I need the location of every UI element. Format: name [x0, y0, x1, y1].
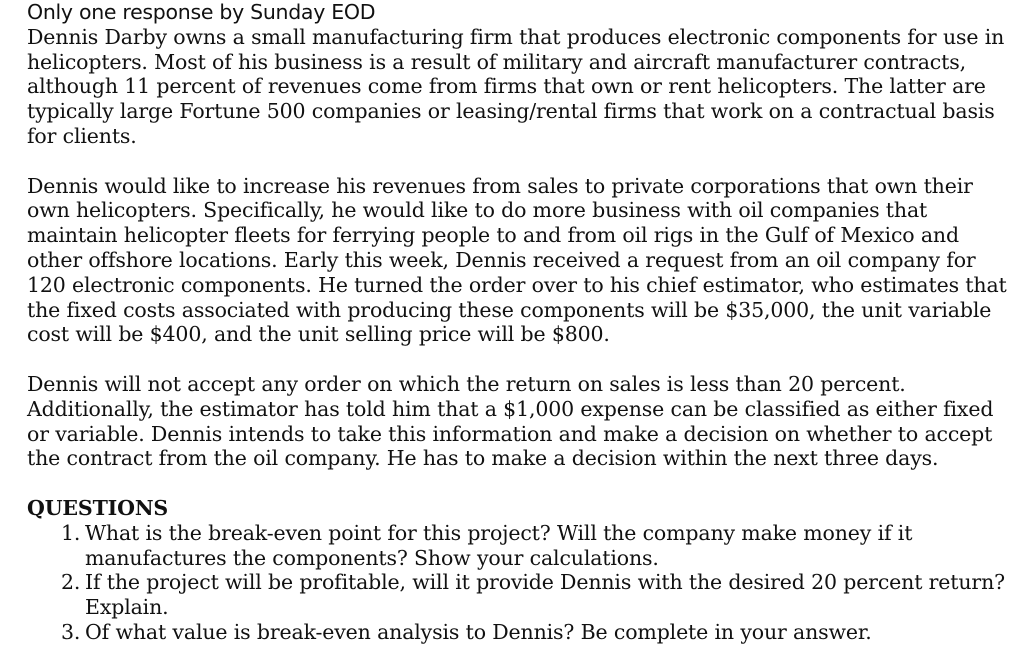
- question-number: 3.: [61, 619, 81, 644]
- questions-heading: QUESTIONS: [27, 495, 169, 520]
- question-number: 2.: [61, 570, 81, 595]
- question-text: What is the break-even point for this project? Will the company make money if it manufactures the components? Show your calculations.: [85, 520, 913, 570]
- question-text: Of what value is break-even analysis to Dennis? Be complete in your answer.: [85, 619, 872, 644]
- paragraph-spacer: [27, 347, 1017, 372]
- paragraph-intro: Dennis Darby owns a small manufacturing firm that produces electronic components for use in helicopters. Most of his business is a result of military and aircraft manufacturer contracts, although 11 percent of revenues come from firms that own or rent helicopters. The latter are typically large Fortune 500 companies or leasing/rental firms that work on a contractual basis for clients.: [27, 24, 1005, 148]
- question-item: [61, 619, 1017, 645]
- paragraph-spacer: [27, 149, 1017, 174]
- question-number: 1.: [61, 520, 81, 545]
- document-body: [27, 0, 1017, 645]
- question-text: If the project will be profitable, will it provide Dennis with the desired 20 percent return? Explain.: [85, 570, 1005, 620]
- deadline-note: Only one response by Sunday EOD: [27, 0, 376, 24]
- question-item: [61, 520, 1017, 571]
- question-item: [61, 570, 1017, 620]
- paragraph-request: Dennis would like to increase his revenues from sales to private corporations that own their own helicopters. Specifically, he would like to do more business with oil companies that maintain helicopter fleets for ferrying people to and from oil rigs in the Gulf of Mexico and other offshore locations. Early this week, Dennis received a request from an oil company for 120 electronic components. He turned the order over to his chief estimator, who estimates that the fixed costs associated with producing these components will be $35,000, the unit variable cost will be $400, and the unit selling price will be $800.: [27, 173, 1007, 347]
- paragraph-spacer: [27, 471, 1017, 496]
- questions-list: [27, 521, 1017, 645]
- paragraph-decision: Dennis will not accept any order on which the return on sales is less than 20 percent. Additionally, the estimator has told him that a $1,000 expense can be classified as either fixed or variable. Dennis intends to take this information and make a decision on whether to accept the contract from the oil company. He has to make a decision within the next three days.: [27, 371, 994, 471]
